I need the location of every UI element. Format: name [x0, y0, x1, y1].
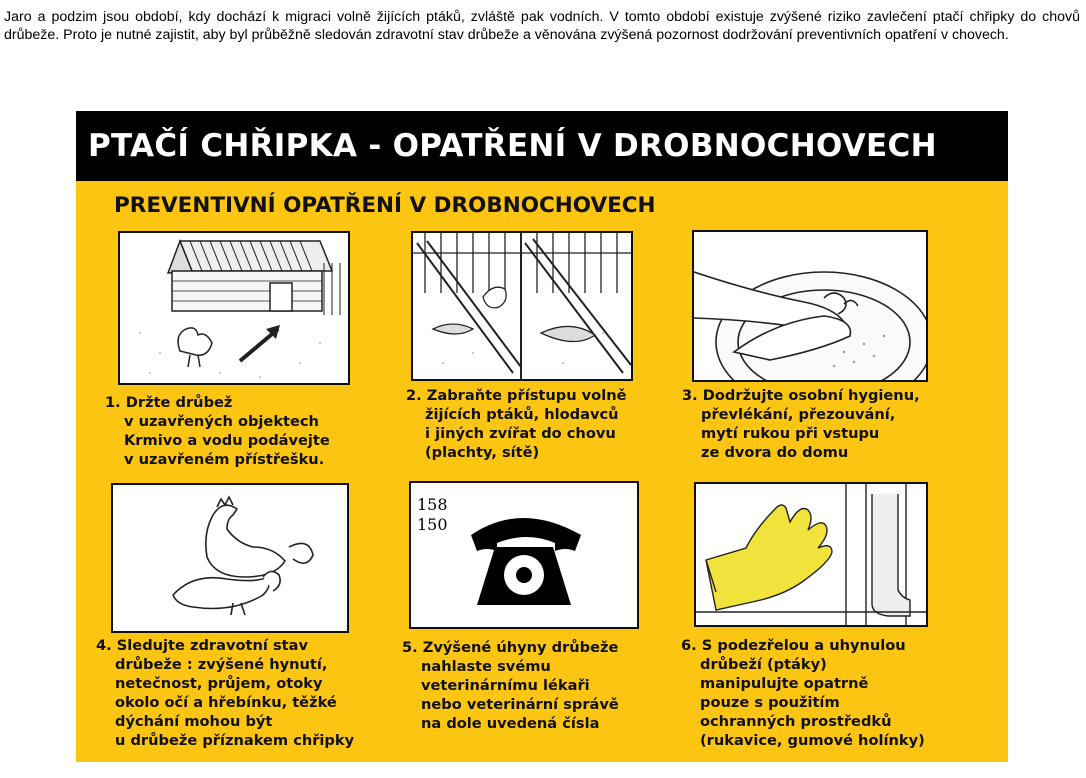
caption-line: netečnost, průjem, otoky	[115, 675, 323, 692]
phone-number-150: 150	[417, 515, 448, 534]
caption-line: drůbeže : zvýšené hynutí,	[115, 656, 328, 673]
caption-line: 4. Sledujte zdravotní stav	[96, 637, 308, 654]
caption-line: dýchání mohou být	[115, 713, 273, 730]
caption-line: nebo veterinární správě	[421, 696, 619, 713]
measure-6-caption	[681, 636, 925, 750]
coop-with-chicken-illustration	[118, 231, 350, 385]
caption-line: 5. Zvýšené úhyny drůbeže	[402, 639, 619, 656]
caption-line: pouze s použitím	[700, 694, 840, 711]
caption-line: žijících ptáků, hlodavců	[425, 406, 619, 423]
caption-line: na dole uvedená čísla	[421, 715, 600, 732]
caption-line: 2. Zabraňte přístupu volně	[406, 387, 627, 404]
caption-line: ze dvora do domu	[701, 444, 849, 461]
caption-line: Krmivo a vodu podávejte	[124, 432, 330, 449]
bird-flu-poster	[76, 111, 1008, 762]
measure-3-caption	[682, 386, 920, 462]
caption-line: veterinárnímu lékaři	[421, 677, 590, 694]
caption-line: v uzavřených objektech	[124, 413, 319, 430]
caption-line: drůbeží (ptáky)	[700, 656, 827, 673]
caption-line: i jiných zvířat do chovu	[425, 425, 616, 442]
poster-subtitle: PREVENTIVNÍ OPATŘENÍ V DROBNOCHOVECH	[114, 193, 656, 218]
caption-line: 1. Držte drůbež	[105, 394, 233, 411]
caption-line: 3. Dodržujte osobní hygienu,	[682, 387, 920, 404]
measure-2-caption	[406, 386, 627, 462]
phone-numbers	[417, 495, 448, 535]
caption-line: u drůbeže příznakem chřipky	[115, 732, 355, 749]
fence-wild-birds-illustration	[411, 231, 633, 381]
measure-4-caption	[96, 636, 354, 750]
caption-line: ochranných prostředků	[700, 713, 892, 730]
sick-poultry-illustration	[111, 483, 349, 633]
telephone-illustration	[409, 481, 639, 629]
caption-line: nahlaste svému	[421, 658, 551, 675]
caption-line: 6. S podezřelou a uhynulou	[681, 637, 906, 654]
caption-line: (rukavice, gumové holínky)	[700, 732, 925, 749]
caption-line: v uzavřeném přístřešku.	[124, 451, 325, 468]
poster-title: PTAČÍ CHŘIPKA - OPATŘENÍ V DROBNOCHOVECH	[76, 111, 1008, 181]
caption-line: převlékání, přezouvání,	[701, 406, 896, 423]
gloves-boots-illustration	[694, 482, 928, 627]
measure-5-caption	[402, 638, 619, 733]
hand-washing-illustration	[692, 230, 928, 382]
caption-line: okolo očí a hřebínku, těžké	[115, 694, 337, 711]
phone-number-158: 158	[417, 495, 448, 514]
caption-line: manipulujte opatrně	[700, 675, 869, 692]
measure-1-caption	[105, 393, 330, 469]
caption-line: mytí rukou při vstupu	[701, 425, 880, 442]
caption-line: (plachty, sítě)	[425, 444, 540, 461]
intro-paragraph: Jaro a podzim jsou období, kdy dochází k migraci volně žijících ptáků, zvláště pak vodních. V tomto období existuje zvýšené riziko zavlečení ptačí chřipky do chovů drůbeže. Proto je nutné zajistit, aby byl průběžně sledován zdravotní stav drůbeže a věnována zvýšená pozornost dodržování preventivních opatření v chovech.	[4, 9, 1080, 43]
